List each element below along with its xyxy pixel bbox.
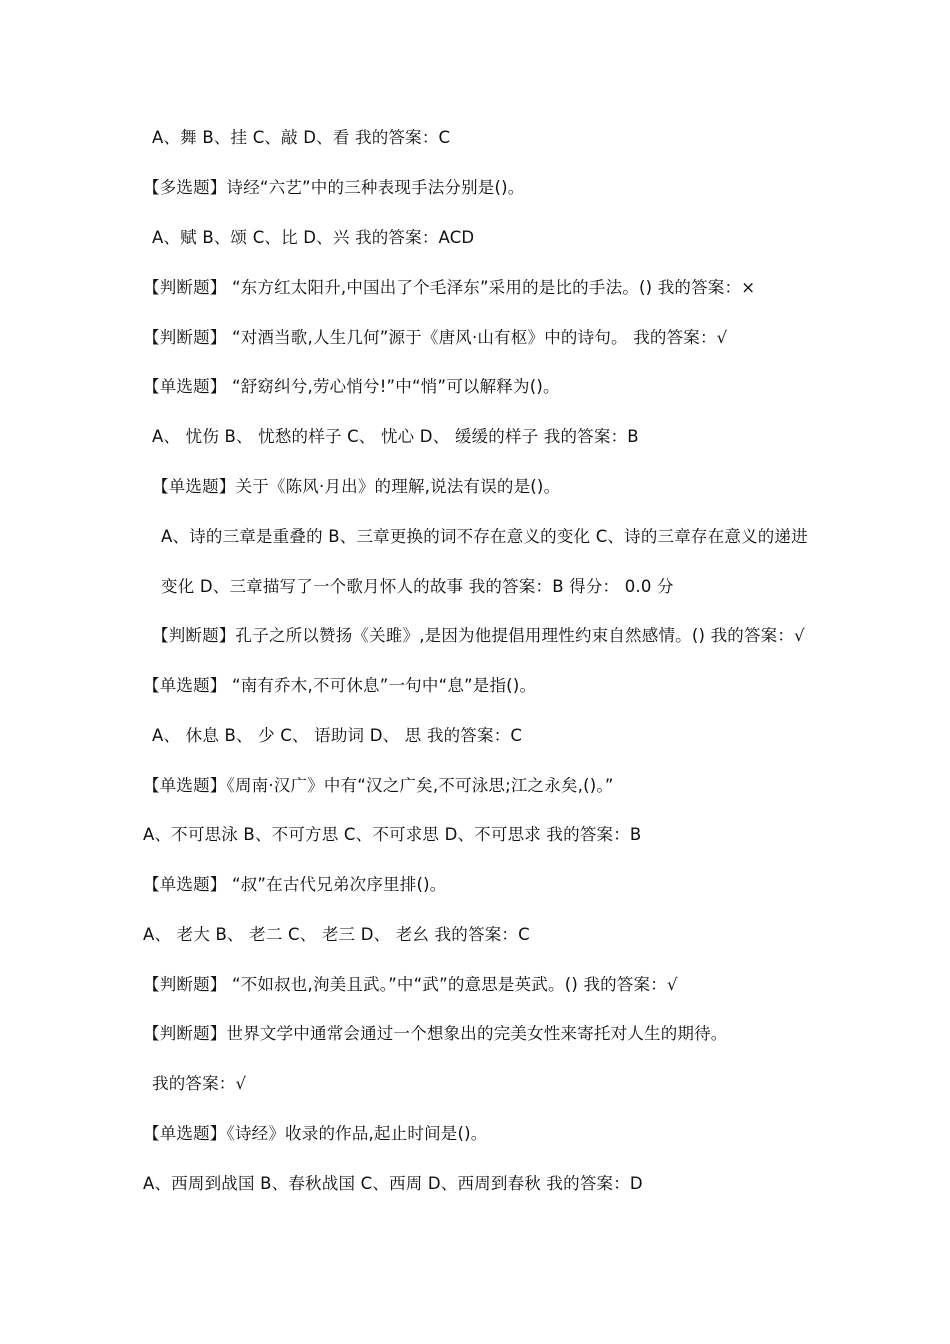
answer-line: A、西周到战国 B、春秋战国 C、西周 D、西周到春秋 我的答案：D — [143, 1174, 643, 1193]
answer-line: A、 忧伤 B、 忧愁的样子 C、 忧心 D、 缓缓的样子 我的答案：B — [152, 427, 639, 446]
question-line: 【判断题】 “对酒当歌,人生几何”源于《唐风·山有枢》中的诗句。 我的答案：√ — [143, 328, 728, 347]
answer-line: A、不可思泳 B、不可方思 C、不可求思 D、不可思求 我的答案：B — [143, 825, 642, 844]
answer-line: A、诗的三章是重叠的 B、三章更换的词不存在意义的变化 C、诗的三章存在意义的递进 — [161, 527, 808, 546]
answer-line: 我的答案：√ — [152, 1074, 247, 1093]
question-line: 【判断题】 “不如叔也,洵美且武。”中“武”的意思是英武。() 我的答案：√ — [143, 975, 678, 994]
answer-line: A、 休息 B、 少 C、 语助词 D、 思 我的答案：C — [152, 726, 523, 745]
question-line: 【单选题】 “舒窈纠兮,劳心悄兮!”中“悄”可以解释为()。 — [143, 377, 560, 396]
question-line: 【判断题】 “东方红太阳升,中国出了个毛泽东”采用的是比的手法。() 我的答案：× — [143, 278, 756, 297]
question-line: 【判断题】孔子之所以赞扬《关雎》,是因为他提倡用理性约束自然感情。() 我的答案：√ — [152, 626, 805, 645]
question-line: 【判断题】世界文学中通常会通过一个想象出的完美女性来寄托对人生的期待。 — [143, 1024, 728, 1043]
question-line: 【单选题】 “叔”在古代兄弟次序里排()。 — [143, 875, 447, 894]
answer-line: 变化 D、三章描写了一个歌月怀人的故事 我的答案：B 得分： 0.0 分 — [161, 577, 674, 596]
question-line: 【单选题】关于《陈风·月出》的理解,说法有误的是()。 — [152, 477, 561, 496]
answer-line: A、 老大 B、 老二 C、 老三 D、 老幺 我的答案：C — [143, 925, 530, 944]
question-line: 【单选题】《诗经》收录的作品,起止时间是()。 — [143, 1124, 488, 1143]
question-line: 【多选题】诗经“六艺”中的三种表现手法分别是()。 — [143, 178, 525, 197]
question-line: 【单选题】《周南·汉广》中有“汉之广矣,不可泳思;江之永矣,()。” — [143, 776, 614, 795]
answer-line: A、赋 B、颂 C、比 D、兴 我的答案：ACD — [152, 228, 475, 247]
answer-line: A、舞 B、挂 C、敲 D、看 我的答案：C — [152, 128, 451, 147]
question-line: 【单选题】 “南有乔木,不可休息”一句中“息”是指()。 — [143, 676, 537, 695]
